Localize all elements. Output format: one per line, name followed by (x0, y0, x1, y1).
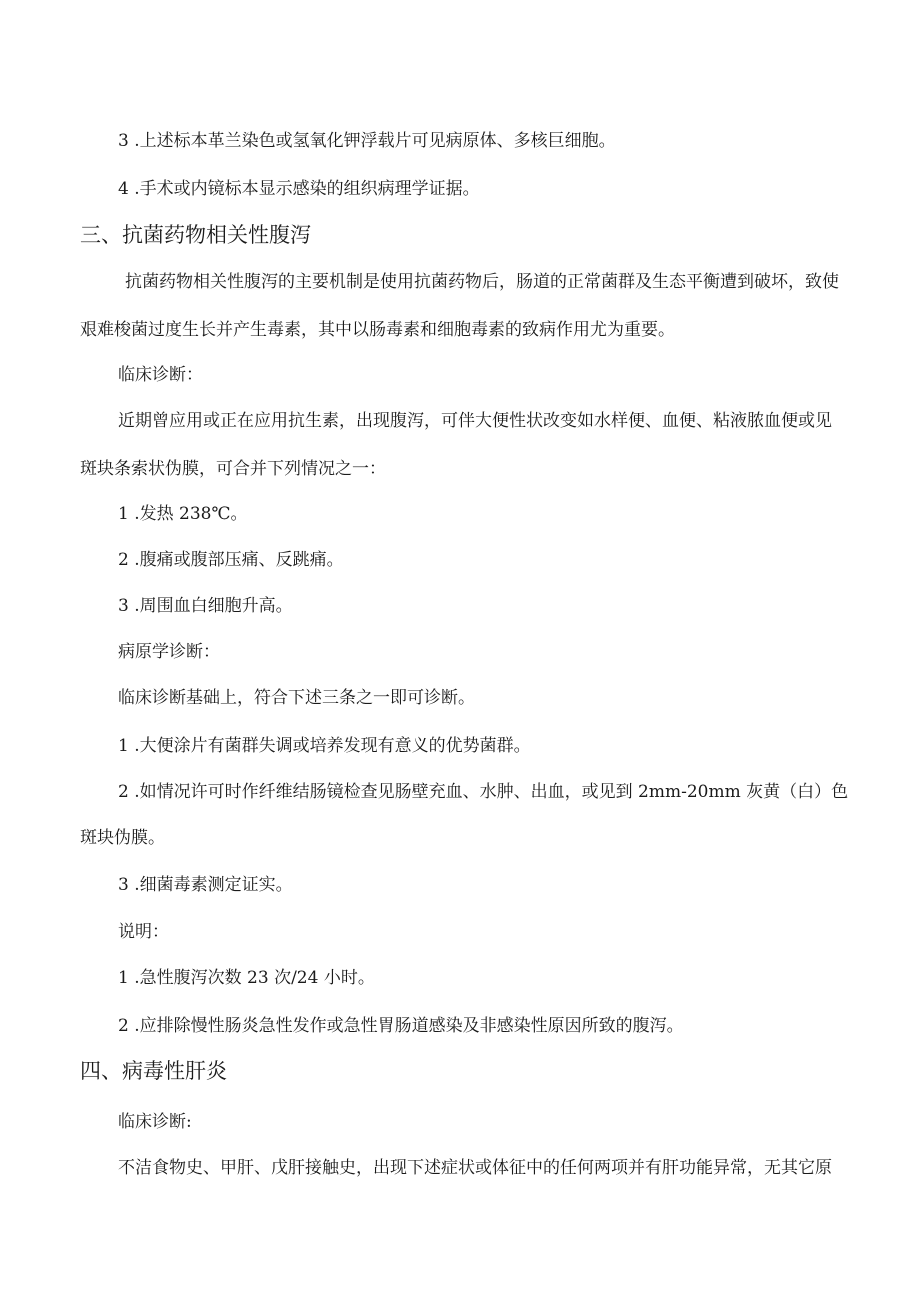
paragraph-line: 抗菌药物相关性腹泻的主要机制是使用抗菌药物后，肠道的正常菌群及生态平衡遭到破坏，致使 (125, 272, 839, 292)
list-item: 4 .手术或内镜标本显示感染的组织病理学证据。 (118, 179, 480, 199)
subheading: 病原学诊断： (118, 642, 220, 662)
list-item: 2 .腹痛或腹部压痛、反跳痛。 (118, 550, 344, 570)
subheading: 临床诊断： (118, 365, 203, 385)
paragraph-line: 艰难梭菌过度生长并产生毒素，其中以肠毒素和细胞毒素的致病作用尤为重要。 (80, 320, 675, 340)
list-item: 3 .上述标本革兰染色或氢氧化钾浮载片可见病原体、多核巨细胞。 (118, 131, 616, 151)
list-item: 3 .细菌毒素测定证实。 (118, 875, 293, 895)
paragraph-line: 不洁食物史、甲肝、戊肝接触史，出现下述症状或体征中的任何两项并有肝功能异常，无其它原 (118, 1158, 832, 1178)
list-item: 1 .发热 238℃。 (118, 504, 248, 524)
section-heading: 四、病毒性肝炎 (80, 1059, 227, 1083)
list-item: 1 .大便涂片有菌群失调或培养发现有意义的优势菌群。 (118, 736, 531, 756)
subheading: 说明： (118, 922, 169, 942)
paragraph-line: 斑块条索状伪膜，可合并下列情况之一： (80, 459, 386, 479)
list-item-continuation: 斑块伪膜。 (80, 828, 165, 848)
list-item: 2 .应排除慢性肠炎急性发作或急性胃肠道感染及非感染性原因所致的腹泻。 (118, 1016, 684, 1036)
paragraph-line: 近期曾应用或正在应用抗生素，出现腹泻，可伴大便性状改变如水样便、血便、粘液脓血便或见 (118, 411, 832, 431)
subheading: 临床诊断: (118, 1112, 192, 1132)
list-item: 3 .周围血白细胞升高。 (118, 596, 293, 616)
list-item: 1 .急性腹泻次数 23 次/24 小时。 (118, 968, 375, 988)
list-item: 2 .如情况许可时作纤维结肠镜检查见肠壁充血、水肿、出血，或见到 2mm-20mm 灰黄（白）色 (118, 782, 849, 802)
section-heading: 三、抗菌药物相关性腹泻 (80, 223, 311, 247)
paragraph-line: 临床诊断基础上，符合下述三条之一即可诊断。 (118, 688, 475, 708)
